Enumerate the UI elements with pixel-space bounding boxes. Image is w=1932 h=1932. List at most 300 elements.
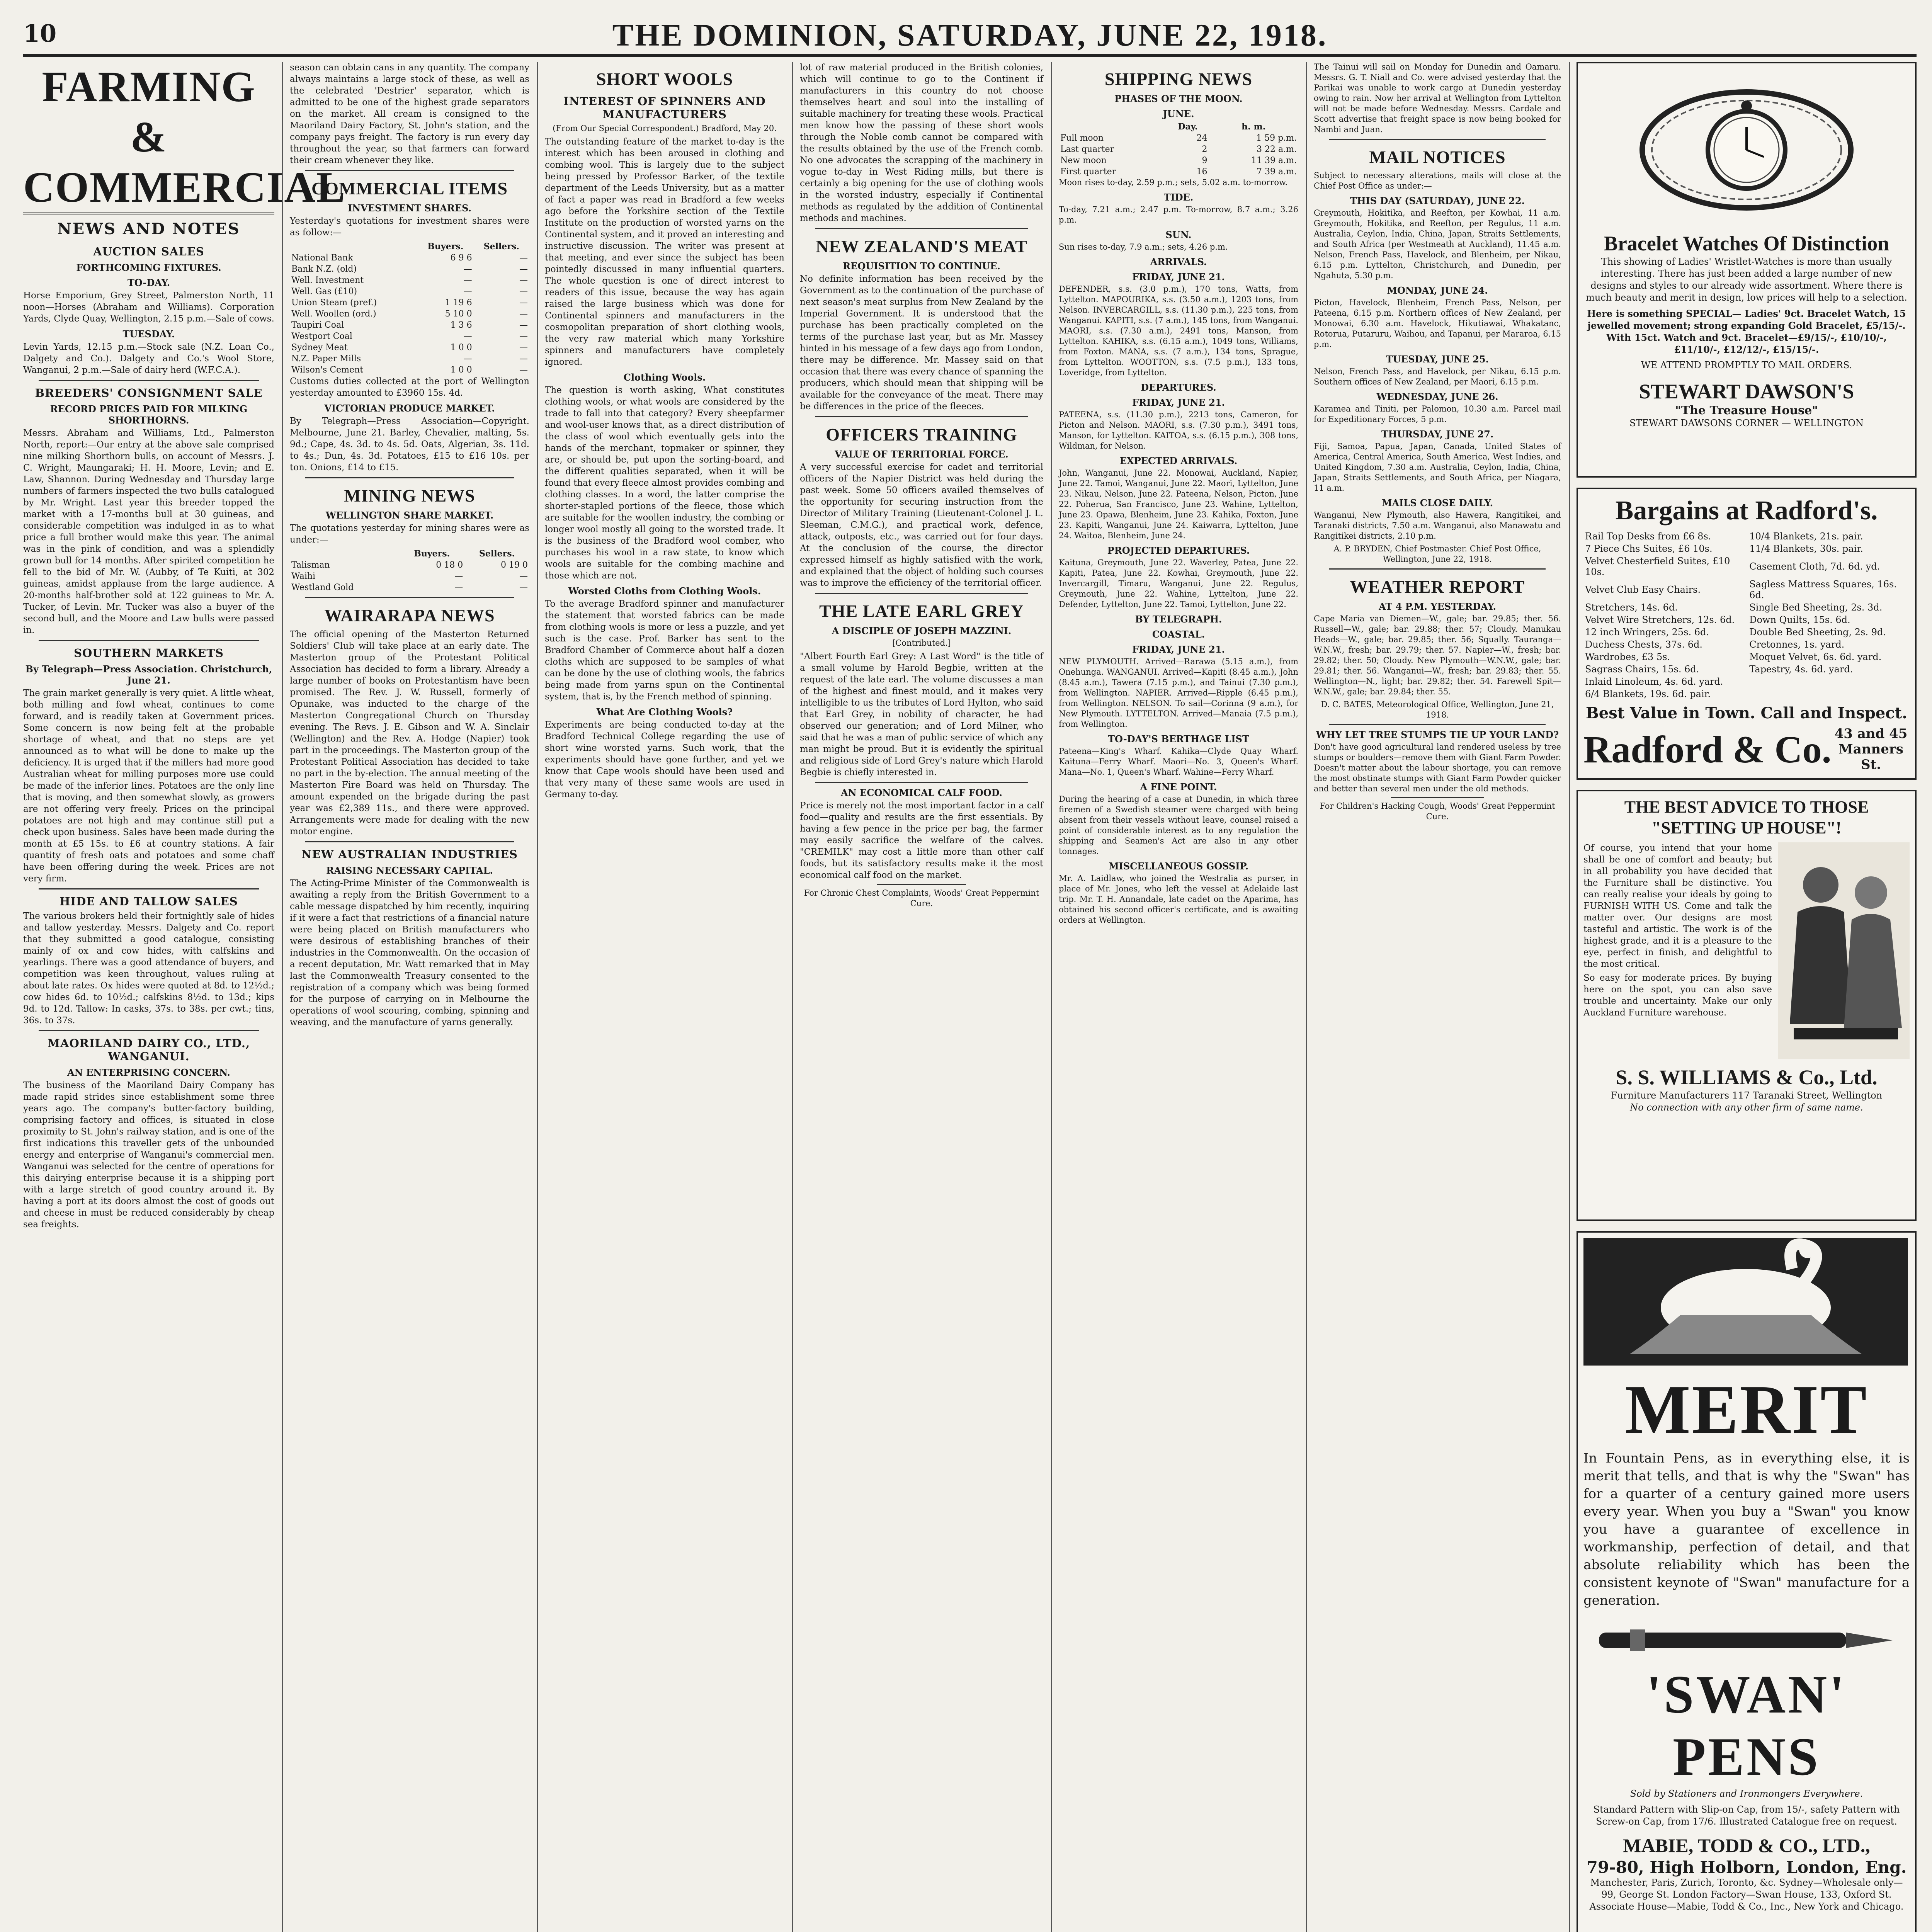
setup-note: So easy for moderate prices. By buying here on the spot, you can also save trouble and uncertainty. Make our only Auckland Furniture warehouse. [1583, 973, 1772, 1018]
table-cell: 1 19 6 [445, 298, 472, 308]
watch-ad-text: This showing of Ladies' Wristlet-Watches is more than usually interesting. There has just been added a large number of new designs and styles to our already wide assortment. Where there is much beauty and merit in design, low prices will help to a selection. [1586, 256, 1907, 303]
table-cell: — [519, 264, 528, 274]
table-cell: Waihi [291, 571, 316, 581]
table-cell: — [519, 320, 528, 330]
table-cell: 1 0 0 [450, 343, 472, 352]
departures-heading: DEPARTURES. [1141, 382, 1216, 393]
mabie-todd-branches: Manchester, Paris, Zurich, Toronto, &c. Sydney—Wholesale only—99, George St. London Factory—Swan House, 133, Oxford St. Associate House—Mabie, Todd & Co., Inc., New York and Chicago. [1589, 1877, 1904, 1912]
short-wools-credit: (From Our Special Correspondent.) Bradford, May 20. [553, 124, 777, 133]
table-cell: Taupiri Coal [291, 320, 344, 330]
watch-ad-special: Here is something SPECIAL— Ladies' 9ct. Bracelet Watch, 15 jewelled movement; strong expanding Gold Bracelet, £5/15/-. With 15ct. Watch and 9ct. Bracelet—£9/15/-, £10/10/-, £11/10/-, £12/12/-, £15/15/-. [1587, 308, 1906, 355]
arrivals-date: FRIDAY, JUNE 21. [1132, 271, 1225, 282]
wairarapa-heading: WAIRARAPA NEWS [324, 605, 495, 625]
divider [815, 593, 1028, 594]
column-commercial [290, 62, 529, 1932]
radford-title: Bargains at Radford's. [1615, 496, 1878, 526]
expected-text: John, Wanganui, June 22. Monowai, Auckland, Napier, June 22. Tamoi, Wanganui, June 22. Maori, Lyttelton, June 23. Nikau, Nelson, June 22. Pateena, Nelson, Picton, June 22. Poherua, San Francisco, June 23. Wahine, Lyttelton, June 23. Opawa, Blenheim, June 23. Kahika, Foxton, June 23. Kapiti, Wanganui, June 24. Kaiwarra, Lyttelton, June 24. Waitoa, Blenheim, June 24. [1059, 468, 1298, 540]
table-cell: Well. Investment [291, 276, 364, 285]
table-header [290, 548, 399, 560]
divider [305, 841, 514, 842]
table-cell [1748, 675, 1910, 688]
moon-table [1059, 121, 1298, 177]
table-cell: — [519, 343, 528, 352]
departures-text: PATEENA, s.s. (11.30 p.m.), 2213 tons, Cameron, for Picton and Nelson. MAORI, s.s. (7.30 p.m.), 3491 tons, Manson, for Lyttelton. KAITOA, s.s. (6.15 p.m.), 308 tons, Wildman, for Nelson. [1059, 410, 1298, 451]
table-cell: — [519, 298, 528, 308]
table-header: Day. [1178, 122, 1198, 132]
southern-text: The grain market generally is very quiet. A little wheat, both milling and fowl wheat, continues to come forward, and is readily taken at Government prices. Some concern is now being felt at the probable shortage of wheat, and that no steps are yet announced as to what will be done to make up the deficiency. It is urged that if the millers had more good Australian wheat for milling purposes more use could be made of the inferior lines. Potatoes are the only line that is moving, and then somewhat slowly, as growers are not offering very freely. Prices on the principal potatoes are not high and may continue still put a check upon business. Sales have been made during the month at £5 15s. to £6 at country stations. A fair quantity of fresh oats and potatoes and some chaff have been offering during the week. Prices are not very firm. [23, 688, 274, 884]
investment-row [290, 342, 529, 353]
commercial-heading: COMMERCIAL ITEMS [311, 179, 508, 198]
today-text: Horse Emporium, Grey Street, Palmerston North, 11 noon—Horses (Abraham and Williams). Corporation Yards, Clyde Quay, Wellington, 2.15 p.m.—Sale of cows. [23, 291, 274, 324]
clothing-heading: Clothing Wools. [623, 372, 706, 383]
table-cell: Down Quilts, 15s. 6d. [1749, 614, 1850, 625]
table-cell: — [463, 264, 472, 274]
radford-row [1583, 555, 1910, 578]
table-cell: — [519, 276, 528, 285]
table-cell: Velvet Chesterfield Suites, £10 10s. [1585, 556, 1730, 577]
column-mail [1314, 62, 1561, 1932]
mails-daily-text: Wanganui, New Plymouth, also Hawera, Rangitikei, and Taranaki districts, 7.50 a.m. Wanganui, also Manawatu and Rangitikei districts, 2.10 p.m. [1314, 510, 1561, 541]
berthage-heading: TO-DAY'S BERTHAGE LIST [1108, 733, 1249, 745]
radford-row [1583, 614, 1910, 626]
investment-row [290, 275, 529, 286]
swan-icon [1583, 1238, 1908, 1366]
radford-row [1583, 601, 1910, 614]
table-header: Sellers. [483, 242, 519, 252]
gossip-text: Mr. A. Laidlaw, who joined the Westralia as purser, in place of Mr. Jones, who left the vessel at Adelaide last trip. Mr. T. H. Annandale, late cadet on the Aparima, has obtained his second officer's certificate, and is awaiting orders at Wellington. [1059, 874, 1298, 925]
what-heading: What Are Clothing Wools? [596, 706, 733, 718]
swan-pens-logo: 'SWAN' PENS [1646, 1665, 1847, 1787]
columns [23, 62, 1917, 1932]
table-cell: — [454, 571, 463, 581]
seasonal-text: season can obtain cans in any quantity. The company always maintains a large stock of these, as well as the celebrated 'Destrier' separator, which is admitted to be one of the highest grade separators on the market. All cream is consigned to the Maoriland Dairy Factory, St. John's station, and the company pays freight. The factory is run every day throughout the year, so that farmers can forward their cream whenever they like. [290, 63, 529, 165]
column-short-wools [545, 62, 784, 1932]
hide-text: The various brokers held their fortnightly sale of hides and tallow yesterday. Messrs. Dalgety and Co. report that they submitted a good catalogue, consisting mainly of ox and cow hides, with calfskins and yearlings. There was a good attendance of buyers, and competition was keen throughout, values ruling at about late rates. Ox hides were quoted at 8d. to 12½d.; cow hides 6d. to 10½d.; calfskins 8½d. to 13d.; kips 9d. to 12d. Tallow: In casks, 37s. to 38s. per cwt.; tins, 36s. to 37s. [23, 911, 274, 1026]
radford-row [1583, 543, 1910, 555]
mail-heading: MAIL NOTICES [1369, 147, 1506, 167]
table-cell: 6 9 6 [450, 253, 472, 263]
table-cell: Sagless Mattress Squares, 16s. 6d. [1749, 579, 1897, 600]
arrivals-text: DEFENDER, s.s. (3.0 p.m.), 170 tons, Watts, from Lyttelton. MAPOURIKA, s.s. (3.50 a.m.), 1203 tons, from Nelson. INVERCARGILL, s.s. (11.30 p.m.), 225 tons, from Wanganui. KAPITI, s.s. (7 a.m.), 145 tons, from Wanganui. MAORI, s.s. (7.30 a.m.), 2491 tons, Manson, from Lyttelton. KAHIKA, s.s. (6.15 a.m.), 1049 tons, Williams, from Foxton. MANA, s.s. (7 a.m.), 134 tons, Sprague, from Lyttelton. WOOTTON, s.s. (7.5 p.m.), 133 tons, Loveridge, from Lyttelton. [1059, 284, 1298, 377]
table-cell: Inlaid Linoleum, 4s. 6d. yard. [1585, 676, 1723, 687]
table-cell: — [519, 332, 528, 341]
telegraph-heading: BY TELEGRAPH. [1135, 614, 1222, 625]
investment-row [290, 320, 529, 331]
table-cell: Sagrass Chairs, 15s. 6d. [1585, 664, 1699, 675]
divider [305, 477, 514, 478]
table-cell: Duchess Chests, 37s. 6d. [1585, 639, 1702, 650]
investment-table [290, 241, 529, 376]
setup-body [1583, 842, 1910, 1060]
mining-row [290, 560, 529, 571]
earl-grey-heading: THE LATE EARL GREY [819, 601, 1024, 621]
divider [39, 380, 259, 381]
divider [1329, 724, 1546, 725]
mails-daily-heading: MAILS CLOSE DAILY. [1381, 497, 1493, 509]
mail-list [1314, 195, 1561, 493]
officers-heading: OFFICERS TRAINING [826, 425, 1017, 444]
radford-row [1583, 626, 1910, 638]
earl-grey-subheading: A DISCIPLE OF JOSEPH MAZZINI. [832, 625, 1012, 636]
coastal-heading: COASTAL. [1152, 629, 1205, 640]
moon-row [1059, 144, 1298, 155]
table-cell: — [519, 365, 528, 375]
column-rule [1569, 62, 1570, 1932]
table-cell: 16 [1196, 167, 1208, 177]
radford-tagline: Best Value in Town. Call and Inspect. [1586, 704, 1907, 722]
table-cell: 7 Piece Chs Suites, £6 10s. [1585, 543, 1713, 554]
divider [1329, 568, 1546, 570]
stumps-text: Don't have good agricultural land rendered useless by tree stumps or boulders—remove them with Giant Farm Powder. Doesn't matter about the labour shortage, you can remove the most obstinate stumps with Giant Farm Powder quicker and better than several men under the old methods. [1314, 742, 1561, 793]
nz-meat-heading: NEW ZEALAND'S MEAT [816, 236, 1027, 256]
table-header: h. m. [1242, 122, 1266, 132]
moon-heading: PHASES OF THE MOON. [1114, 93, 1243, 104]
divider [39, 640, 259, 641]
merit-title: MERIT [1624, 1371, 1869, 1448]
short-wools-subheading: INTEREST OF SPINNERS AND MANUFACTURERS [563, 95, 766, 121]
news-notes-heading: NEWS AND NOTES [57, 220, 240, 238]
breeders-text: Messrs. Abraham and Williams, Ltd., Palmerston North, report:—Our entry at the above sale comprised nine milking Shorthorn bulls, on account of Messrs. J. C. Wright, Maungaraki; H. H. Moore, Levin; and E. Law, Shannon. During Wednesday and Thursday large numbers of farmers inspected the two bulls catalogued by Mr. Wright. Last year this breeder topped the market with a 17-months bull at 30 guineas, and considerable competition was indulged in as to what price a full brother would make this year. The animal was in the pink of condition, and was a splendidly grown bull for 14 months. After spirited competition he fell to the bid of Mr. W. (Aubby, of Te Kuiti, at 302 guineas, amidst applause from the large audience. A 20-months half-brother sold at 122 guineas to Mr. A. Tucker, of Levin. Mr. Tucker was also a buyer of the second bull, and the Moore and Law bulls were passed in. [23, 428, 274, 635]
table-cell: — [519, 583, 528, 592]
mining-table [290, 548, 529, 593]
table-header [290, 241, 417, 252]
watch-ad-title: Bracelet Watches Of Distinction [1604, 232, 1889, 255]
mail-day-heading: MONDAY, JUNE 24. [1387, 285, 1488, 296]
share-market-intro: The quotations yesterday for mining shares were as under:— [290, 523, 529, 545]
table-cell: Last quarter [1060, 145, 1114, 154]
divider [305, 170, 514, 171]
lot-text: lot of raw material produced in the British colonies, which will continue to go to the Continent if manufacturers in this country do not choose themselves heart and soul into the installing of suitable machinery for treating these wools. Practical men know how the passing of these short wools through the Noble comb cannot be compared with the results obtained by the use of the French comb. No one advocates the scrapping of the machinery in vogue to-day in West Riding mills, but there is certainly a big opening for the use of clothing wools in the worsted industry, especially if Continental methods as regulated by the addition of Continental methods and machines. [800, 63, 1043, 223]
breeders-subheading: RECORD PRICES PAID FOR MILKING SHORTHORNS. [50, 403, 248, 426]
radford-row [1583, 663, 1910, 675]
table-cell: 10/4 Blankets, 21s. pair. [1749, 531, 1863, 542]
berthage-text: Pateena—King's Wharf. Kahika—Clyde Quay Wharf. Kaituna—Ferry Wharf. Maori—No. 3, Queen's Wharf. Mana—No. 1, Queen's Wharf. Wahine—Ferry Wharf. [1059, 747, 1298, 777]
table-cell: 1 3 6 [450, 320, 472, 330]
table-header: Buyers. [427, 242, 464, 252]
mail-day-text: Picton, Havelock, Blenheim, French Pass, Nelson, per Pateena, 6.15 p.m. Northern offices of New Zealand, per Monowai, 6.30 a.m. Havelock, Hikutiawai, Whakatanc, Rotorua, Putaruru, Waihou, and Tapanui, per Mararoa, 6.15 p.m. [1314, 298, 1561, 349]
industries-heading: NEW AUSTRALIAN INDUSTRIES [301, 848, 518, 861]
table-cell: Talisman [291, 560, 330, 570]
ad-ss-williams [1577, 790, 1917, 1221]
table-cell: Westport Coal [291, 332, 352, 341]
table-cell: Rail Top Desks from £6 8s. [1585, 531, 1711, 542]
shipping-continued: The Tainui will sail on Monday for Dunedin and Oamaru. Messrs. G. T. Niall and Co. were advised yesterday that the Parikai was unable to work cargo at Dunedin yesterday owing to rain. Now her arrival at Wellington from Lyttelton will not be made before Wednesday. Messrs. Cardale and Scott advertise that freight space is now being booked for Nambi and Juan. [1314, 62, 1561, 134]
hide-heading: HIDE AND TALLOW SALES [60, 895, 238, 908]
table-cell: Sydney Meat [291, 343, 348, 352]
mail-day-text: Nelson, French Pass, and Havelock, per Nikau, 6.15 p.m. Southern offices of New Zealand, per Maori, 6.15 p.m. [1314, 367, 1561, 386]
section-title-farming: FARMING & COMMERCIAL [23, 62, 274, 214]
table-cell: 0 18 0 [436, 560, 463, 570]
table-cell: — [519, 571, 528, 581]
table-cell: New moon [1060, 156, 1107, 165]
short-wools-heading: SHORT WOOLS [596, 69, 733, 89]
table-cell: Westland Gold [291, 583, 354, 592]
investment-row [290, 297, 529, 308]
investment-intro: Yesterday's quotations for investment shares were as follow:— [290, 216, 529, 238]
divider [877, 884, 966, 885]
table-cell: — [454, 583, 463, 592]
table-cell: Cretonnes, 1s. yard. [1749, 639, 1845, 650]
table-cell: 11 39 a.m. [1251, 156, 1297, 165]
worsted-text: To the average Bradford spinner and manufacturer the statement that worsted fabrics can be made from clothing wools is more or less a puzzle, and yet such is the case. Prof. Barker has sent to the Bradford Chamber of Commerce about half a dozen cloths which are supposed to be samples of what can be done by the use of clothing wools, the fabrics being made from yarns spun on the Continental system, that is, by the French method of spinning. [545, 599, 784, 702]
table-cell [1748, 688, 1910, 700]
mail-day-text: Karamea and Tiniti, per Palomon, 10.30 a.m. Parcel mail for Expeditionary Forces, 5 p.m. [1314, 404, 1561, 424]
table-cell: Wilson's Cement [291, 365, 364, 375]
table-cell: Wardrobes, £3 5s. [1585, 651, 1670, 662]
column-rule [282, 62, 283, 1932]
table-cell: 2 [1202, 145, 1208, 154]
investment-row [290, 331, 529, 342]
mail-intro: Subject to necessary alterations, mails will close at the Chief Post Office as under:— [1314, 171, 1561, 190]
mining-row [290, 571, 529, 582]
investment-row [290, 353, 529, 364]
divider [39, 888, 259, 889]
nz-meat-subheading: REQUISITION TO CONTINUE. [843, 260, 1000, 272]
investment-row [290, 252, 529, 264]
divider [815, 416, 1028, 417]
weather-subheading: AT 4 P.M. YESTERDAY. [1379, 601, 1496, 612]
table-cell: N.Z. Paper Mills [291, 354, 361, 364]
auction-heading: AUCTION SALES [93, 245, 204, 258]
mail-day-heading: TUESDAY, JUNE 25. [1386, 354, 1489, 365]
newspaper-page [23, 15, 1917, 1932]
tide-heading: TIDE. [1163, 192, 1194, 203]
postmaster-signature: A. P. BRYDEN, Chief Postmaster. Chief Post Office, Wellington, June 22, 1918. [1333, 544, 1541, 564]
southern-heading: SOUTHERN MARKETS [74, 646, 224, 660]
share-market-heading: WELLINGTON SHARE MARKET. [325, 510, 494, 521]
officers-text: A very successful exercise for cadet and territorial officers of the Napier District was held during the past week. Some 50 officers availed themselves of the opportunity for securing instruction from the Director of Military Training (Lieutenant-Colonel J. L. Sleeman, C.M.G.), and practical work, defence, attack, outposts, etc., was carried out for four days. At the conclusion of the course, the director expressed himself as highly satisfied with the work, and explained that the object of holding such courses was to improve the efficiency of the territorial officer. [800, 462, 1043, 588]
victorian-heading: VICTORIAN PRODUCE MARKET. [324, 403, 495, 414]
column-rule [792, 62, 793, 1932]
projected-heading: PROJECTED DEPARTURES. [1107, 545, 1250, 556]
divider [815, 782, 1028, 783]
stewart-dawson-address: STEWART DAWSONS CORNER — WELLINGTON [1629, 418, 1864, 429]
table-cell: Bank N.Z. (old) [291, 264, 357, 274]
table-cell: — [519, 309, 528, 319]
industries-subheading: RAISING NECESSARY CAPITAL. [326, 865, 493, 876]
stumps-heading: WHY LET TREE STUMPS TIE UP YOUR LAND? [1316, 729, 1559, 740]
table-cell: Well. Gas (£10) [291, 287, 357, 296]
table-cell: — [519, 354, 528, 364]
fine-point-text: During the hearing of a case at Dunedin, in which three firemen of a Swedish steamer were charged with being absent from their vessels without leave, counsel raised a point of considerable interest as to any regulation the shipping and Seamen's Act are also in any other tonnages. [1059, 794, 1298, 856]
divider [815, 228, 1028, 229]
radford-row [1583, 675, 1910, 688]
watch-illustration [1631, 69, 1862, 231]
table-cell: Full moon [1060, 133, 1104, 143]
sun-text: Sun rises to-day, 7.9 a.m.; sets, 4.26 p.m. [1059, 242, 1228, 252]
shipping-heading: SHIPPING NEWS [1104, 69, 1253, 89]
expected-heading: EXPECTED ARRIVALS. [1119, 455, 1238, 466]
table-cell: Tapestry, 4s. 6d. yard. [1749, 664, 1853, 675]
projected-text: Kaituna, Greymouth, June 22. Waverley, Patea, June 22. Kapiti, Patea, June 22. Kowhai, Greymouth, June 22. Invercargill, Timaru, Wanganui, June 22. Regulus, Greymouth, June 22. Wahine, Lyttelton, June 22. Defender, Lyttelton, June 22. Tamoi, Lyttelton, June 22. [1059, 558, 1298, 609]
swan-prices: Standard Pattern with Slip-on Cap, from 15/-, safety Pattern with Screw-on Cap, from 17/6. Illustrated Catalogue free on request. [1593, 1804, 1900, 1827]
table-cell: First quarter [1060, 167, 1116, 177]
radford-brand-row [1583, 726, 1910, 772]
table-cell: 3 22 a.m. [1257, 145, 1297, 154]
mail-day-text: Fiji, Samoa, Papua, Japan, Canada, United States of America, Central America, South America, West Indies, and United Kingdom, 7.30 a.m. Australia, Ceylon, India, China, Japan, Straits Settlements, and South Africa, per Niagara, 11 a.m. [1314, 442, 1561, 493]
table-header: Buyers. [414, 549, 450, 559]
column-rule [1306, 62, 1307, 1932]
table-cell: — [463, 276, 472, 285]
tide-text: To-day, 7.21 a.m.; 2.47 p.m. To-morrow, 8.7 a.m.; 3.26 p.m. [1059, 205, 1298, 224]
radford-row [1583, 578, 1910, 601]
mail-day-heading: WEDNESDAY, JUNE 26. [1376, 391, 1498, 402]
investment-row [290, 364, 529, 376]
table-cell: Moquet Velvet, 6s. 6d. yard. [1749, 651, 1882, 662]
table-cell: 7 39 a.m. [1257, 167, 1297, 177]
tuesday-heading: TUESDAY. [122, 328, 175, 340]
moon-row [1059, 133, 1298, 144]
nz-meat-text: No definite information has been received by the Government as to the continuation of the purchase of next season's meat surplus from New Zealand by the Imperial Government. It is understood that the purchase has been practically completed on the terms of the purchase last year, but as Mr. Massey hinted in his message of a few days ago from London, there may be difference. Mr. Massey said on that occasion that there was every chance of spanning the producers, which should mean that shipping will be available for the conveyance of the meat. There may be differences in the price of the fleeces. [800, 274, 1043, 412]
gossip-heading: MISCELLANEOUS GOSSIP. [1109, 861, 1248, 872]
williams-address: Furniture Manufacturers 117 Taranaki Street, Wellington [1611, 1090, 1883, 1101]
table-header [1059, 121, 1167, 133]
page-number: 10 [23, 19, 57, 48]
setup-title: THE BEST ADVICE TO THOSE "SETTING UP HOUSE"! [1624, 798, 1869, 837]
merit-text: In Fountain Pens, as in everything else, it is merit that tells, and that is why the "Swan" has for a quarter of a century gained more users every year. When you buy a "Swan" you know you have a guarantee of excellence in workmanship, perfection of detail, and that absolute reliability which has been the consistent keynote of "Swan" manufacture for a generation. [1583, 1451, 1910, 1608]
arrivals-heading: ARRIVALS. [1150, 256, 1207, 267]
victorian-text: By Telegraph—Press Association—Copyright. Melbourne, June 21. Barley, Chevalier, malting, 5s. 9d.; Cape, 4s. 3d. to 4s. 5d. Oats, Algerian, 3s. 11d. to 4s.; Dun, 4s. 3d. Potatoes, £15 to £16 10s. per ton. Onions, £14 to £15. [290, 416, 529, 473]
radford-address: 43 and 45 Manners St. [1834, 726, 1908, 772]
maoriland-heading: MAORILAND DAIRY CO., LTD., WANGANUI. [47, 1037, 250, 1063]
table-cell: Stretchers, 14s. 6d. [1585, 602, 1678, 613]
earl-grey-credit: [Contributed.] [892, 638, 951, 648]
table-cell: — [519, 253, 528, 263]
mail-day-heading: THIS DAY (SATURDAY), JUNE 22. [1350, 195, 1525, 206]
setup-illustration [1778, 842, 1910, 1060]
setup-text-block [1583, 842, 1772, 1060]
masthead [23, 15, 1917, 57]
swan-illustration [1583, 1238, 1910, 1366]
weather-signature: D. C. BATES, Meteorological Office, Wellington, June 21, 1918. [1321, 700, 1554, 719]
divider [39, 1030, 259, 1031]
mail-day-text: Greymouth, Hokitika, and Reefton, per Kowhai, 11 a.m. Greymouth, Hokitika, and Reefton, per Regulus, 11 a.m. Australia, Ceylon, India, China, Japan, Straits Settlements, and South Africa (per Westmeath at Auckland), 11.45 a.m. Nelson, French Pass, Havelock, and Blenheim, per Nikau, 6.15 p.m. Lyttelton, Christchurch, and Dunedin, per Ngahuta, 5.30 p.m. [1314, 208, 1561, 280]
table-cell: National Bank [291, 253, 353, 263]
table-cell: — [463, 332, 472, 341]
customs-note: Customs duties collected at the port of Wellington yesterday amounted to £3960 15s. 4d. [290, 376, 529, 398]
williams-note: No connection with any other firm of same name. [1630, 1102, 1863, 1113]
radford-price-list [1583, 530, 1910, 700]
divider [1391, 797, 1484, 798]
investment-row [290, 286, 529, 297]
departures-date: FRIDAY, JUNE 21. [1132, 397, 1225, 408]
pen-illustration [1583, 1617, 1910, 1663]
table-cell: Double Bed Sheeting, 2s. 9d. [1749, 627, 1886, 638]
table-cell: Velvet Club Easy Chairs. [1585, 584, 1701, 595]
short-wools-text: The outstanding feature of the market to-day is the interest which has been aroused in clothing and combing wool. This is largely due to the subject being pressed by Professor Barker, of the textile department of the Leeds University, but as a matter of fact a paper was read in Bradford a few weeks ago before the Yorkshire section of the Textile Institute on the production of worsted yarns on the Continental system, and it proved an interesting and instructive discussion. The writer was present at that meeting, and ever since the subject has been pointedly discussed in many influential quarters. The whole question is one of direct interest to readers of this issue, because the way has again raised the large business which was done for Continental spinners and manufacturers in the cosmopolitan preparation of short clothing wools, the very raw material which many Yorkshire spinners and manufacturers have completely ignored. [545, 137, 784, 367]
moon-row [1059, 166, 1298, 177]
column-shipping [1059, 62, 1298, 1932]
southern-subheading: By Telegraph—Press Association. Christchurch, June 21. [25, 663, 272, 686]
table-header: Sellers. [479, 549, 515, 559]
mining-heading: MINING NEWS [344, 486, 475, 505]
table-cell: Union Steam (pref.) [291, 298, 377, 308]
stewart-dawson-tagline: "The Treasure House" [1675, 404, 1818, 417]
table-cell: 11/4 Blankets, 30s. pair. [1749, 543, 1863, 554]
divider [1329, 139, 1546, 140]
table-cell: — [463, 354, 472, 364]
calf-food-heading: AN ECONOMICAL CALF FOOD. [841, 787, 1002, 798]
peppermint-footer: For Chronic Chest Complaints, Woods' Great Peppermint Cure. [804, 888, 1039, 908]
investment-row [290, 308, 529, 320]
table-cell: 9 [1202, 156, 1208, 165]
table-cell: 5 10 0 [445, 309, 472, 319]
column-advertisements [1577, 62, 1917, 1932]
radford-row [1583, 638, 1910, 651]
mining-row [290, 582, 529, 593]
radford-row [1583, 530, 1910, 543]
investment-row [290, 264, 529, 275]
radford-row [1583, 688, 1910, 700]
moon-month: JUNE. [1163, 108, 1194, 119]
table-cell: — [463, 287, 472, 296]
clothing-text: The question is worth asking, What constitutes clothing wools, or what wools are considered by the trade to fall into that category? Every sheepfarmer and wool-user knows that, as a direct distribution of the class of wool which eventually gets into the hands of the merchant, topmaker or spinner, they are, or should be, put upon the sorting-board, and the different qualities separated, when it will be found that every fleece almost provides combing and clothing classes. In a word, the latter comprise the shorter-stapled portions of the fleece, those which are suitable for the woollen industry, the combing or longer wool mostly all going to the worsted trade. It is the business of the Bradford wool comber, who purchases his wool in a raw state, to know which wools are suitable for the combing machine and those which are not. [545, 385, 784, 581]
table-cell: Casement Cloth, 7d. 6d. yd. [1749, 561, 1880, 572]
column-rule [537, 62, 538, 1932]
table-cell: 0 19 0 [501, 560, 528, 570]
auction-subheading: FORTHCOMING FIXTURES. [76, 262, 221, 273]
fine-point-heading: A FINE POINT. [1140, 781, 1217, 793]
earl-grey-text: "Albert Fourth Earl Grey: A Last Word" is the title of a small volume by Harold Begbie, written at the request of the late earl. The volume discusses a man of the highest and finest mould, and it makes very intelligible to us the tributes of Lord Hylton, who said that Earl Grey, in nobility of character, he had observed our generation; and of Lord Milner, who said that he was a man of public service of which any man might be proud. But it is evidently the spiritual and religious side of Lord Grey's nature which Harold Begbie is chiefly interested in. [800, 651, 1043, 777]
table-cell: 24 [1196, 133, 1208, 143]
couple-illustration-icon [1778, 842, 1910, 1059]
table-cell: Well. Woollen (ord.) [291, 309, 376, 319]
wairarapa-text: The official opening of the Masterton Returned Soldiers' Club will take place at an early date. The Masterton group of the Protestant Political Association has decided to form a library. Already a large number of books on Protestantism have been promised. The Rev. J. W. Russell, formerly of Opunake, was inducted to the charge of the Masterton Congregational Church on Thursday evening. The Revs. J. E. Gibson and W. A. Sinclair (Wellington) and the Rev. A. Hodge (Napier) took part in the proceedings. The Masterton group of the Protestant Political Association has decided to take no part in the by-election. The annual meeting of the Masterton Fire Board was held on Thursday. The amount expended on the brigade during the past year was £2,389 11s., and there were approved. Arrangements were made for dealing with the new motor engine. [290, 629, 529, 837]
watch-ad-post: WE ATTEND PROMPTLY TO MAIL ORDERS. [1641, 360, 1852, 371]
mabie-todd-address: 79-80, High Holborn, London, Eng. [1586, 1858, 1907, 1877]
column-rule [1051, 62, 1052, 1932]
stewart-dawson-brand: STEWART DAWSON'S [1639, 380, 1854, 403]
table-cell: 6/4 Blankets, 19s. 6d. pair. [1585, 689, 1711, 699]
breeders-heading: BREEDERS' CONSIGNMENT SALE [35, 386, 263, 400]
mabie-todd-brand: MABIE, TODD & CO., LTD., [1623, 1835, 1870, 1856]
worsted-heading: Worsted Cloths from Clothing Wools. [568, 585, 761, 597]
coastal-date: FRIDAY, JUNE 21. [1132, 644, 1225, 655]
masthead-title: THE DOMINION, SATURDAY, JUNE 22, 1918. [612, 17, 1328, 53]
table-cell: 1 59 p.m. [1256, 133, 1297, 143]
bracelet-watch-icon [1631, 69, 1862, 231]
sun-heading: SUN. [1165, 229, 1192, 240]
table-cell: 1 0 0 [450, 365, 472, 375]
table-cell: — [519, 287, 528, 296]
calf-food-text: Price is merely not the most important factor in a calf food—quality and results are the first essentials. By having a few pence in the price per bag, the farmer may easily sacrifice the welfare of the calves. "CREMILK" may cost a little more than other calf foods, but its satisfactory results make it the most economical calf food on the market. [800, 801, 1043, 880]
radford-row [1583, 651, 1910, 663]
officers-subheading: VALUE OF TERRITORIAL FORCE. [835, 449, 1009, 460]
swan-sold-by: Sold by Stationers and Ironmongers Everywhere. [1630, 1788, 1863, 1799]
peppermint-footer: For Children's Hacking Cough, Woods' Great Peppermint Cure. [1320, 801, 1555, 821]
weather-heading: WEATHER REPORT [1350, 577, 1525, 597]
table-cell: Single Bed Sheeting, 2s. 3d. [1749, 602, 1883, 613]
maoriland-text: The business of the Maoriland Dairy Company has made rapid strides since establishment some three years ago. The company's butter-factory building, comprising factory and offices, is situated in close proximity to St. John's railway station, and is one of the first indications this traveller gets of the unbounded energy and enterprise of Wanganui's commercial men. Wanganui was selected for the centre of operations for this dairying enterprise because it is a shipping port with a large stretch of good country around it. By having a port at its doors almost the cost of goods out and cheese in must be reduced considerably by cheap sea freights. [23, 1080, 274, 1230]
coastal-text: NEW PLYMOUTH. Arrived—Rarawa (5.15 a.m.), from Onehunga. WANGANUI. Arrived—Kapiti (8.45 a.m.), John (8.45 a.m.), Tawera (7.15 p.m.), and Tainui (7.30 p.m.), from Wellington. NAPIER. Arrived—Ripple (6.45 p.m.), from Wellington. NELSON. To sail—Corinna (9 a.m.), for New Plymouth. LYTTELTON. Arrived—Manaia (7.5 p.m.), from Wellington. [1059, 657, 1298, 729]
setup-text: Of course, you intend that your home shall be one of comfort and beauty; but in all probability you have decided that the Furniture shall be distinctive. You can really realise your ideals by going to FURNISH WITH US. Come and talk the matter over. Our designs are most tasteful and artistic. The work is of the highest grade, and it is a pleasure to the eye, perfect in finish, and delightful to the most critical. [1583, 843, 1772, 969]
maoriland-subheading: AN ENTERPRISING CONCERN. [67, 1067, 230, 1078]
weather-text: Cape Maria van Diemen—W., gale; bar. 29.85; ther. 56. Russell—W., gale; bar. 29.88; ther. 57; Cloudy. Manukau Heads—W., gale; bar. 29.85; ther. 56; Squally. Tauranga—W.N.W., fresh; bar. 29.79; ther. 57. Napier—W., fresh; bar. 29.82; ther. 50; Cloudy. New Plymouth—W.N.W., gale; bar. 29.81; ther. 56. Wanganui—W., fresh; bar. 29.83; ther. 55. Wellington—N., light; bar. 29.82; ther. 54. Farewell Spit—W.N.W., gale; bar. 29.84; ther. 55. [1314, 614, 1561, 696]
investment-heading: INVESTMENT SHARES. [348, 202, 471, 214]
radford-brand: Radford & Co. [1583, 728, 1832, 771]
column-news [800, 62, 1043, 1932]
table-cell: 12 inch Wringers, 25s. 6d. [1585, 627, 1709, 638]
ad-radford [1577, 488, 1917, 780]
williams-brand: S. S. WILLIAMS & Co., Ltd. [1616, 1066, 1878, 1089]
tuesday-text: Levin Yards, 12.15 p.m.—Stock sale (N.Z. Loan Co., Dalgety and Co.). Dalgety and Co.'s Wool Store, Wanganui, 2 p.m.—Sale of dairy herd (W.F.C.A.). [23, 342, 274, 375]
divider [305, 597, 514, 598]
moon-row [1059, 155, 1298, 166]
ad-stewart-dawson [1577, 62, 1917, 478]
table-cell: Velvet Wire Stretchers, 12s. 6d. [1585, 614, 1735, 625]
fountain-pen-icon [1583, 1617, 1908, 1663]
ad-swan-pens [1577, 1231, 1917, 1932]
